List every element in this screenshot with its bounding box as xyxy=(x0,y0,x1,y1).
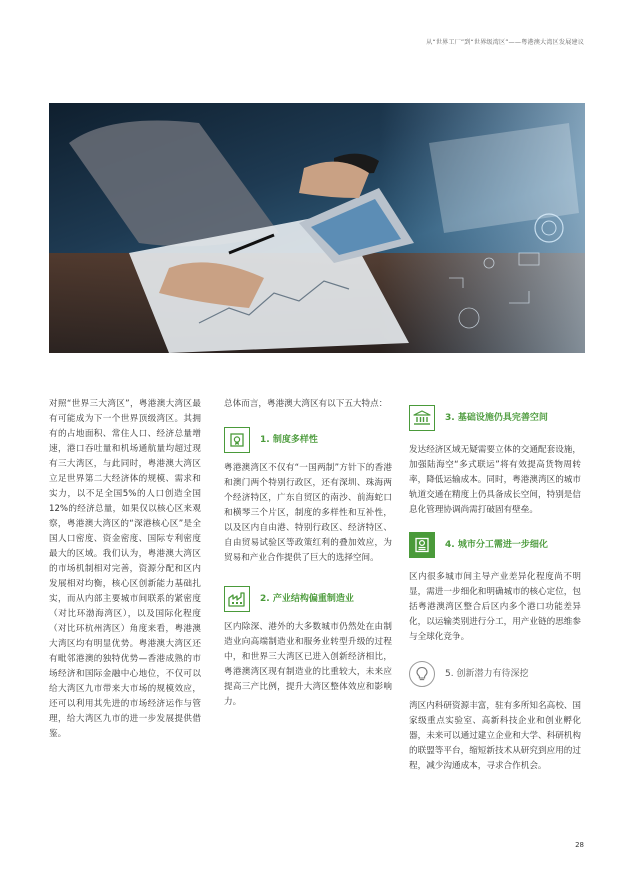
feature-5-body: 湾区内科研资源丰富，驻有多所知名高校、国家级重点实验室、高新科技企业和创业孵化器，未来可以通过建立企业和大学、科研机构的联盟等平台，缩短新技术从研究到应用的过程，减少沟通成本，寻求合作机会。 xyxy=(409,701,581,771)
feature-1-heading xyxy=(224,427,392,453)
feature-2-body: 区内除深、港外的大多数城市仍然处在由制造业向高端制造业和服务业转型升级的过程中，和世界三大湾区已进入创新经济相比，粤港澳湾区现有制造业的比重较大，未来应提高三产比例，提升大湾区整体效应和影响力。 xyxy=(224,622,392,707)
column-1 xyxy=(49,397,201,742)
feature-3-heading xyxy=(409,405,581,431)
feature-1-body: 粤港澳湾区不仅有“一国两制”方针下的香港和澳门两个特别行政区，还有深圳、珠海两个经济特区，广东自贸区的南沙、前海蛇口和横琴三个片区，制度的多样性和互补性，以及区内自由港、特别行政区、经济特区、自由贸易试验区等政策红利的叠加效应，为贸易和产业合作提供了巨大的选择空间。 xyxy=(224,463,392,563)
湾区-comparison-paragraph: 对照“世界三大湾区”，粤港澳大湾区最有可能成为下一个世界顶级湾区。其拥有的占地面积、常住人口、经济总量增速，港口吞吐量和机场通航量均超过现有三大湾区，与此同时，粤港澳大湾区立足世界第二大经济体的规模、需求和实力，以不足全国5%的人口创造全国12%的经济总量，如果仅以核心区来观察，粤港澳大湾区的“深港核心区”是全国人口密度、资金密度、国际专利密度最大的区域。我们认为，粤港澳大湾区的市场机制相对完善，资源分配和区内发展相对均衡，核心区创新能力基础扎实，而从内部主要城市间联系的紧密度（对比环渤海湾区），以及国际化程度（对比环杭州湾区）角度来看，粤港澳大湾区均有明显优势。粤港澳大湾区还有毗邻港澳的独特优势—香港成熟的市场经济和国际金融中心地位，不仅可以给大湾区九市带来大市场的规模效应，还可以利用其先进的市场经济运作与管理，给大湾区九市的进一步发展提供借鉴。 xyxy=(49,399,201,739)
page-number: 28 xyxy=(575,841,584,849)
feature-4-body: 区内很多城市间主导产业差异化程度尚不明显，需进一步细化和明确城市的核心定位，包括粤港澳湾区整合后区内多个港口功能差异化，以运输类别进行分工，用产业链的思维参与全球化竞争。 xyxy=(409,572,581,642)
certificate-icon xyxy=(224,427,250,453)
photo-illustration xyxy=(49,103,585,353)
feature-5-title: 5. 创新潜力有待深挖 xyxy=(445,668,529,679)
feature-4-title: 4. 城市分工需进一步细化 xyxy=(445,539,548,550)
lightbulb-icon xyxy=(409,661,435,687)
feature-2-heading xyxy=(224,586,392,612)
feature-4-heading xyxy=(409,532,581,558)
features-intro: 总体而言，粤港澳大湾区有以下五大特点： xyxy=(224,399,388,409)
column-2 xyxy=(224,397,392,710)
bank-building-icon xyxy=(409,405,435,431)
feature-1-title: 1. 制度多样性 xyxy=(260,434,318,445)
feature-3-body: 发达经济区域无疑需要立体的交通配套设施，加强陆海空“多式联运”将有效提高货物周转率，降低运输成本。同时，粤港澳湾区的城市轨道交通在精度上仍具备成长空间，特别是信息化管理协调尚需打破固有壁垒。 xyxy=(409,445,581,515)
feature-2-title: 2. 产业结构偏重制造业 xyxy=(260,593,354,604)
running-header: 从“世界工厂”到“世界级湾区”——粤港澳大湾区发展建议 xyxy=(426,39,584,46)
feature-3-title: 3. 基础设施仍具完善空间 xyxy=(445,412,548,423)
business-tablet-photo xyxy=(49,103,585,353)
document-icon xyxy=(409,532,435,558)
feature-5-heading xyxy=(409,661,581,687)
column-3 xyxy=(409,405,581,774)
factory-icon xyxy=(224,586,250,612)
